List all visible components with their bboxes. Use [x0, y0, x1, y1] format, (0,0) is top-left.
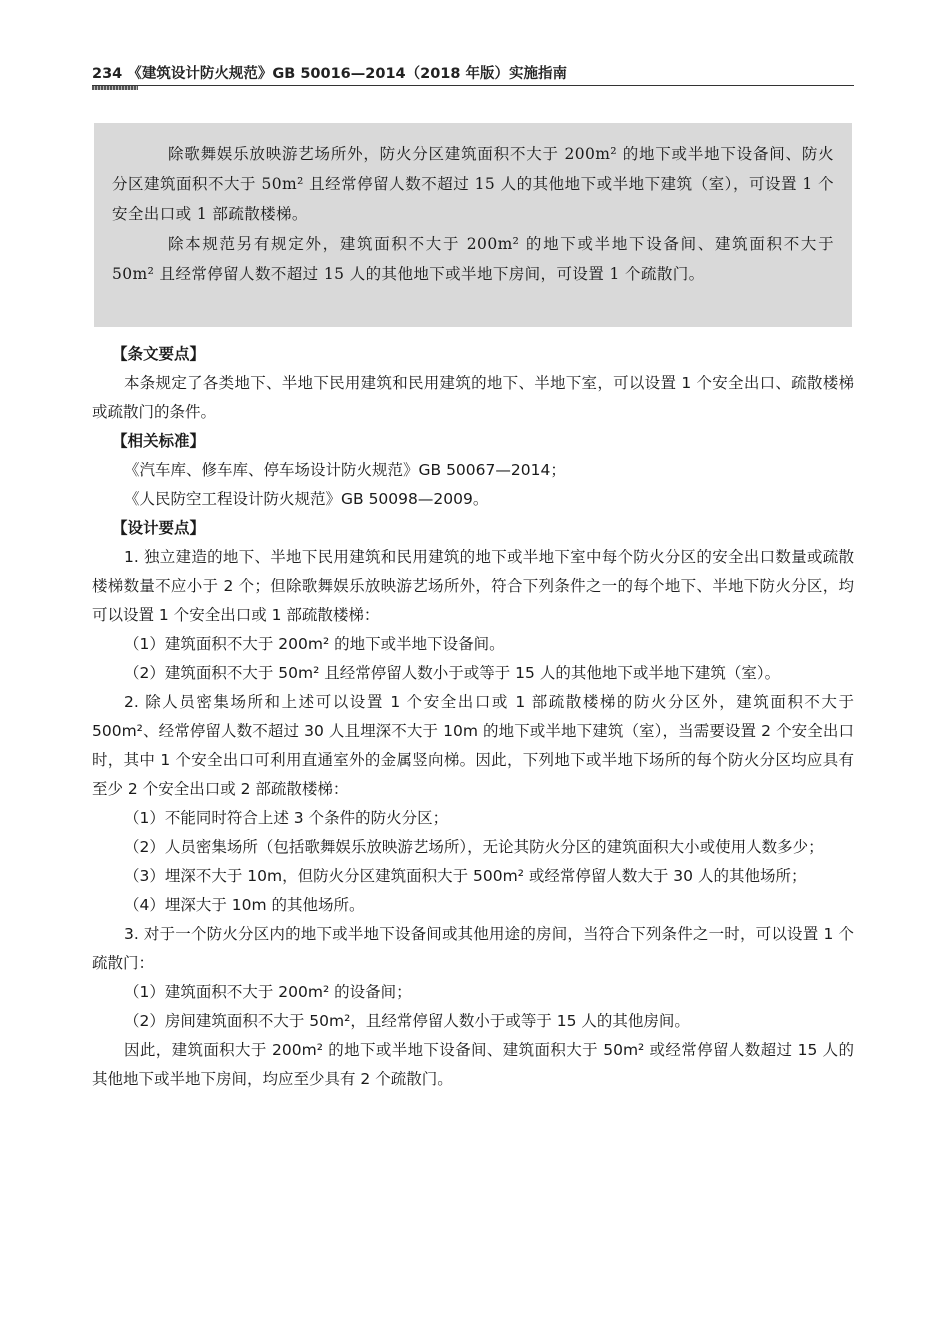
- list-item: （2）房间建筑面积不大于 50m²，且经常停留人数小于或等于 15 人的其他房间。: [124, 1012, 690, 1030]
- running-header: 234 《建筑设计防火规范》GB 50016—2014（2018 年版）实施指南: [92, 66, 568, 82]
- list-item: （1）不能同时符合上述 3 个条件的防火分区；: [124, 809, 449, 827]
- section-heading-key-points: 【条文要点】: [112, 345, 206, 363]
- standard-reference: 《人民防空工程设计防火规范》GB 50098—2009。: [124, 490, 489, 508]
- standard-reference: 《汽车库、修车库、停车场设计防火规范》GB 50067—2014；: [124, 461, 566, 479]
- section-heading-design-points: 【设计要点】: [112, 519, 206, 537]
- body-paragraph: 2. 除人员密集场所和上述可以设置 1 个安全出口或 1 部疏散楼梯的防火分区外，建筑面积不大于 500m²、经常停留人数不超过 30 人且埋深不大于 10m 的地下或半地下建筑（室），当需要设置 2 个安全出口时，其中 1 个安全出口可利用直通室外的金属竖向梯。因此，下列地下或半地下场所的每个防火分区均应具有至少 2 个安全出口或 2 部疏散楼梯：: [92, 693, 854, 798]
- body-paragraph: 因此，建筑面积大于 200m² 的地下或半地下设备间、建筑面积大于 50m² 或经常停留人数超过 15 人的其他地下或半地下房间，均应至少具有 2 个疏散门。: [92, 1041, 854, 1088]
- clause-paragraph-2: 除本规范另有规定外，建筑面积不大于 200m² 的地下或半地下设备间、建筑面积不大于 50m² 且经常停留人数不超过 15 人的其他地下或半地下房间，可设置 1 个疏散门。: [112, 235, 834, 283]
- list-item: （1）建筑面积不大于 200m² 的设备间；: [124, 983, 412, 1001]
- body-paragraph: 本条规定了各类地下、半地下民用建筑和民用建筑的地下、半地下室，可以设置 1 个安全出口、疏散楼梯或疏散门的条件。: [92, 374, 854, 421]
- list-item: （2）人员密集场所（包括歌舞娱乐放映游艺场所），无论其防火分区的建筑面积大小或使用人数多少；: [124, 838, 824, 856]
- clause-paragraph-1: 除歌舞娱乐放映游艺场所外，防火分区建筑面积不大于 200m² 的地下或半地下设备间、防火分区建筑面积不大于 50m² 且经常停留人数不超过 15 人的其他地下或半地下建筑（室），可设置 1 个安全出口或 1 部疏散楼梯。: [112, 145, 834, 223]
- header-decoration: [92, 86, 138, 90]
- section-heading-related-standards: 【相关标准】: [112, 432, 206, 450]
- body-paragraph: 1. 独立建造的地下、半地下民用建筑和民用建筑的地下或半地下室中每个防火分区的安全出口数量或疏散楼梯数量不应小于 2 个；但除歌舞娱乐放映游艺场所外，符合下列条件之一的每个地下、半地下防火分区，均可以设置 1 个安全出口或 1 部疏散楼梯：: [92, 548, 854, 624]
- list-item: （1）建筑面积不大于 200m² 的地下或半地下设备间。: [124, 635, 505, 653]
- header-rule: [92, 85, 854, 86]
- code-clause-box: [94, 123, 852, 327]
- list-item: （3）埋深不大于 10m，但防火分区建筑面积大于 500m² 或经常停留人数大于 30 人的其他场所；: [124, 867, 807, 885]
- body-paragraph: 3. 对于一个防火分区内的地下或半地下设备间或其他用途的房间，当符合下列条件之一时，可以设置 1 个疏散门：: [92, 925, 854, 972]
- list-item: （2）建筑面积不大于 50m² 且经常停留人数小于或等于 15 人的其他地下或半地下建筑（室）。: [124, 664, 781, 682]
- list-item: （4）埋深大于 10m 的其他场所。: [124, 896, 365, 914]
- commentary-body: [92, 340, 854, 1094]
